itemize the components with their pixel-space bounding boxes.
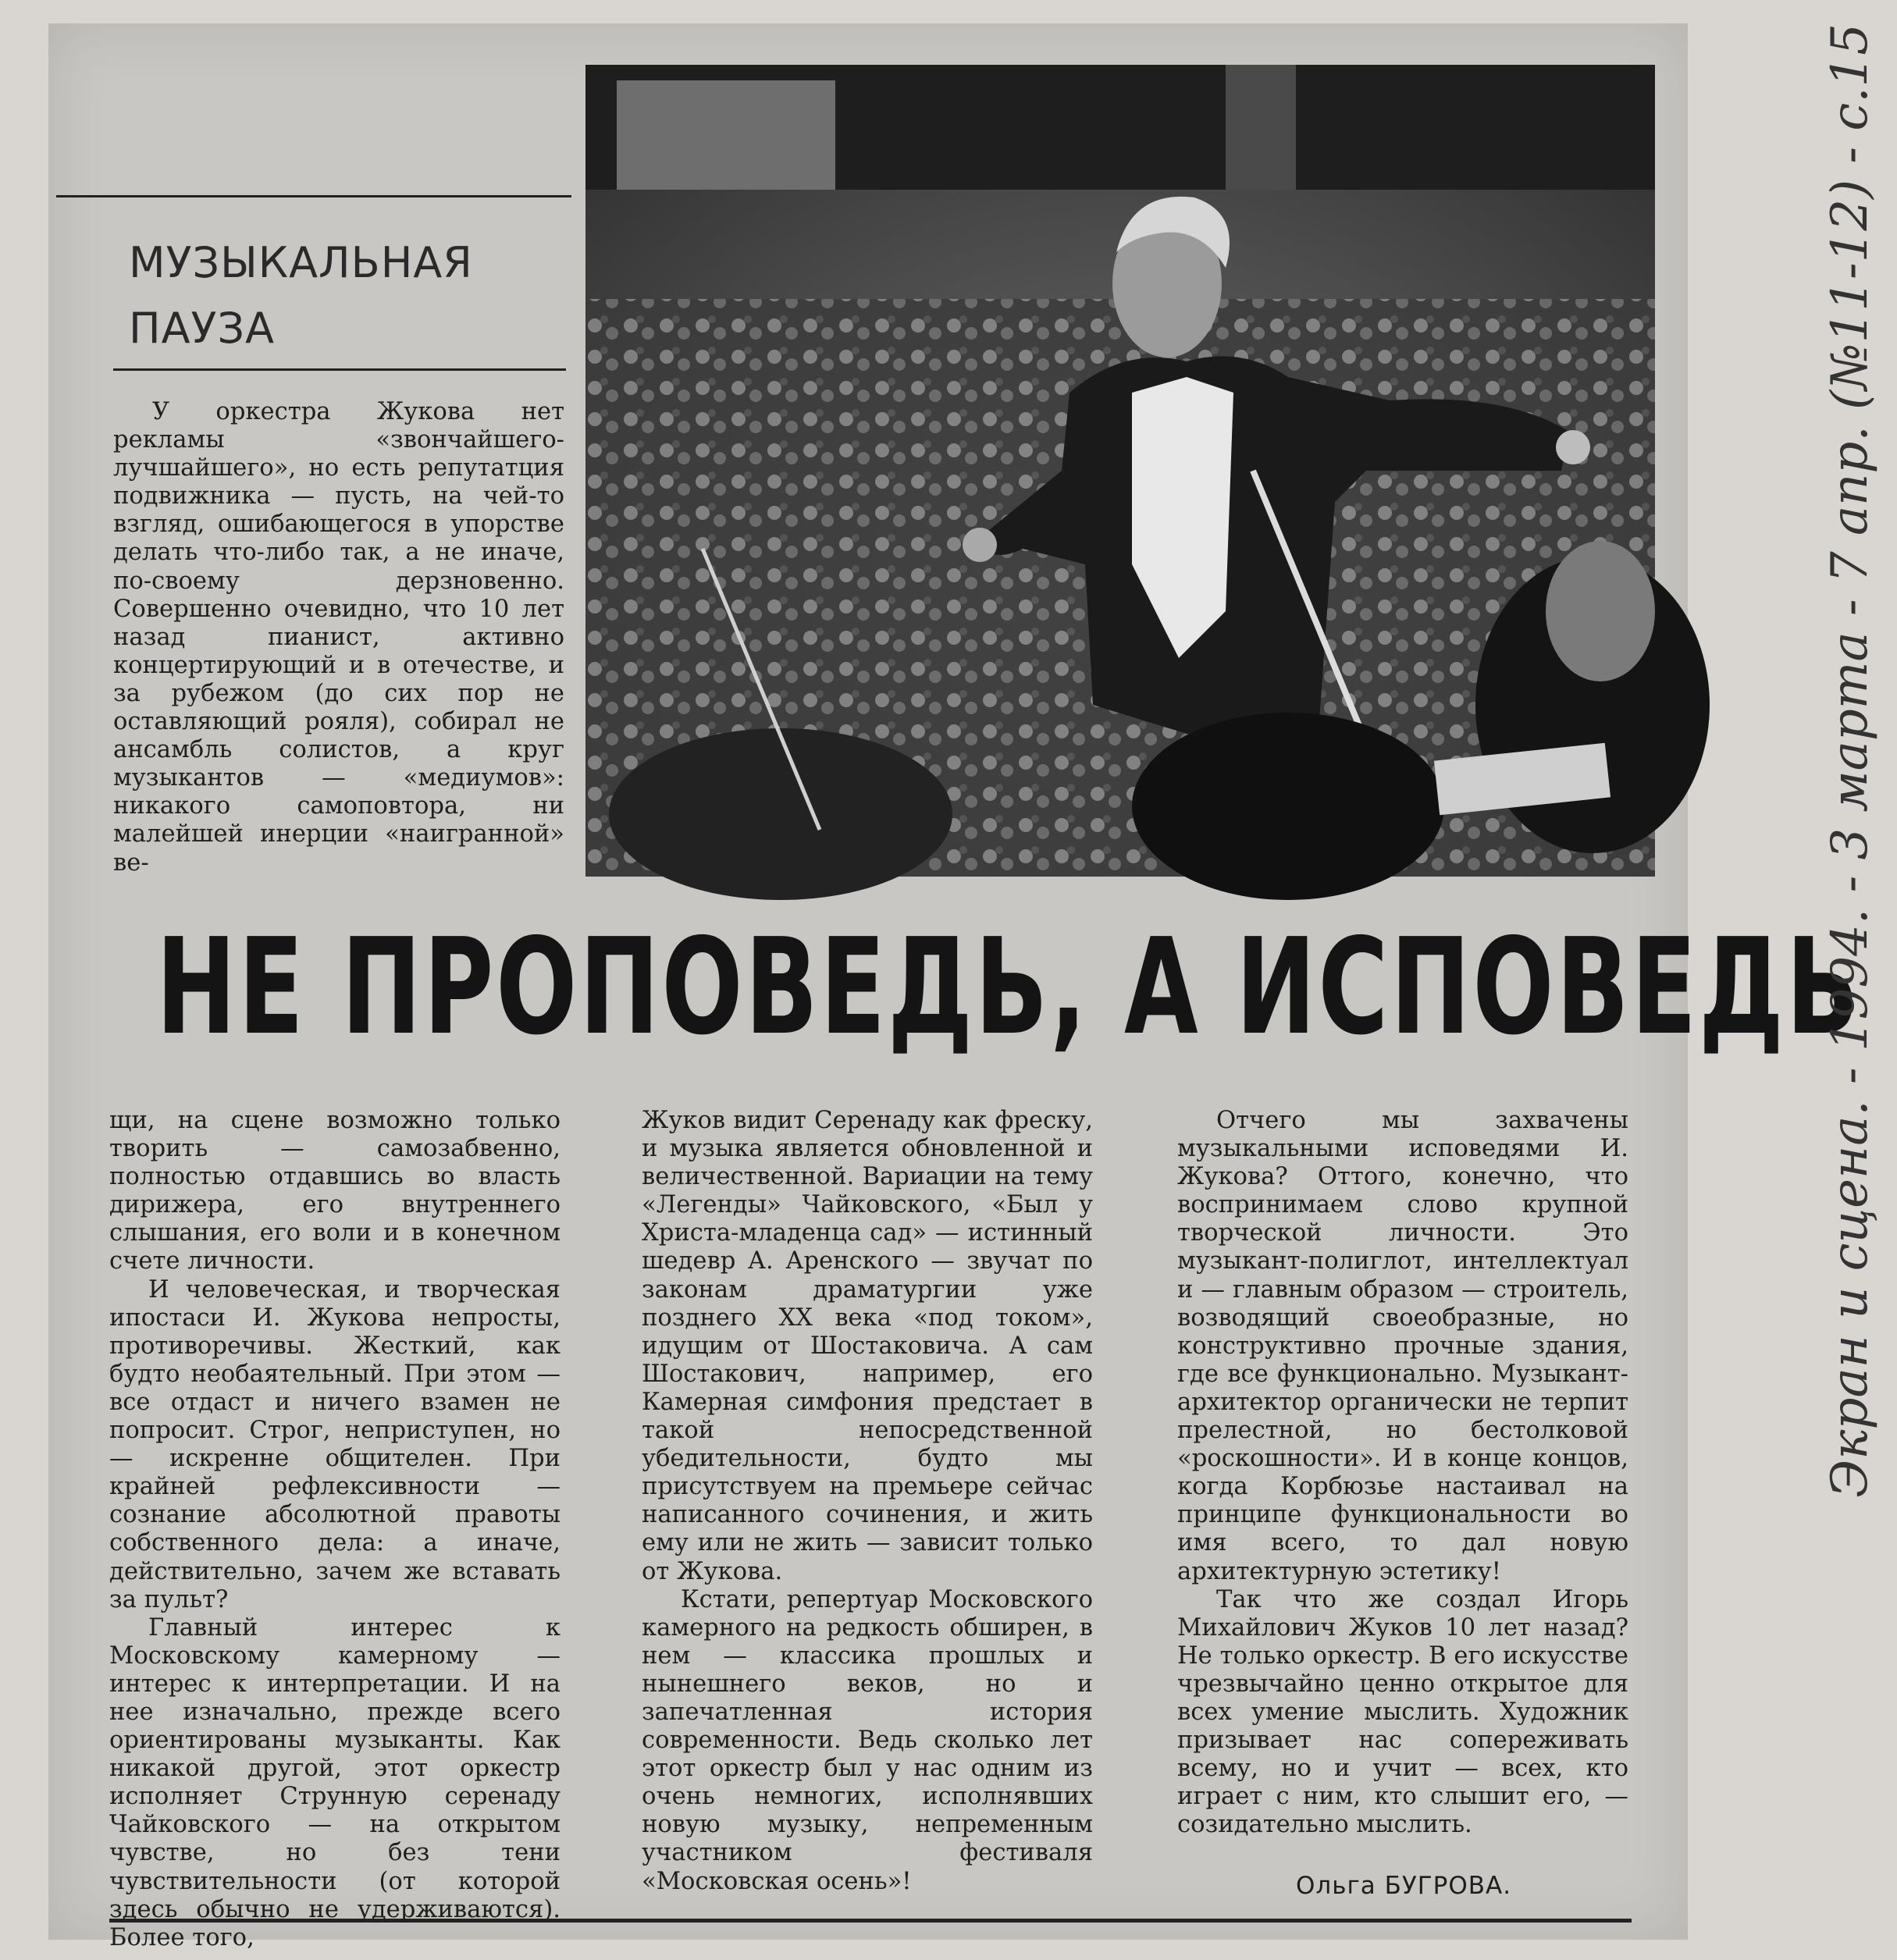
body-column-3 [1177,1107,1628,1839]
handwritten-note: Экран и сцена. - 1994. - 3 марта - 7 апр. (№11-12) - с.15 [1821,23,1879,1498]
section-title-line2: ПАУЗА [129,304,276,353]
headline: НЕ ПРОПОВЕДЬ, А ИСПОВЕДЬ [156,910,1862,1065]
col1-paragraph-1: щи, на сцене возможно только творить — самозабвенно, полностью отдавшись во власть дирижера, его внутреннего слышания, его воли и в конечном счете личности. [109,1107,561,1275]
top-rule [56,195,571,197]
conductor-photo-image [585,65,1655,877]
section-title [129,230,566,361]
title-underline [113,368,566,371]
body-column-1 [109,1107,561,1952]
col1-paragraph-2: И человеческая, и творческая ипостаси И. Жукова непросты, противоречивы. Жесткий, как будто необаятельный. При этом — все отдаст и ничего взамен не попросит. Строг, неприступен, но — искренне общителен. При крайней рефлексивности — сознание абсолютной правоты собственного дела: а иначе, действительно, зачем же вставать за пульт? [109,1275,561,1613]
intro-paragraph: У оркестра Жукова нет рекламы «звончайшего-лучшайшего», но есть репутатция подвижника — пусть, на чей-то взгляд, ошибающегося в упорстве делать что-либо так, а не иначе, по-своему дерзновенно. Совершенно очевидно, что 10 лет назад пианист, активно концертирующий и в отечестве, и за рубежом (до сих пор не оставляющий рояля), собирал не ансамбль солистов, а круг музыкантов — «медиумов»: никакого самоповтора, ни малейшей инерции «наигранной» ве- [113,398,564,877]
conductor-photo [585,65,1655,877]
intro-column [113,398,564,877]
body-column-2 [642,1107,1093,1896]
col2-paragraph-1: Жуков видит Серенаду как фреску, и музыка является обновленной и величественной. Вариации на тему «Легенды» Чайковского, «Был у Христа-младенца сад» — истинный шедевр А. Аренского — звучат по законам драматургии уже позднего XX века «под током», идущим от Шостаковича. А сам Шостакович, например, его Камерная симфония предстает в такой непосредственной убедительности, будто мы присутствуем на премьере сейчас написанного сочинения, и жить ему или не жить — зависит только от Жукова. [642,1107,1093,1585]
section-title-line1: МУЗЫКАЛЬНАЯ [129,238,473,287]
author-signature: Ольга БУГРОВА. [1296,1872,1512,1900]
col2-paragraph-2: Кстати, репертуар Московского камерного на редкость обширен, в нем — классика прошлых и нынешнего веков, но и запечатленная история современности. Ведь сколько лет этот оркестр был у нас одним из очень немногих, исполнявших новую музыку, непременным участником фестиваля «Московская осень»! [642,1585,1093,1895]
col3-paragraph-1: Отчего мы захвачены музыкальными исповедями И. Жукова? Оттого, конечно, что воспринимаем слово крупной творческой личности. Это музыкант-полиглот, интеллектуал и — главным образом — строитель, возводящий своеобразные, но конструктивно прочные здания, где все функционально. Музыкант-архитектор органически не терпит прелестной, но бестолковой «роскошности». И в конце концов, когда Корбюзье настаивал на принципе функциональности во имя всего, то дал новую архитектурную эстетику! [1177,1107,1628,1585]
col3-paragraph-2: Так что же создал Игорь Михайлович Жуков 10 лет назад? Не только оркестр. В его искусстве чрезвычайно ценно открытое для всех умение мыслить. Художник призывает нас сопереживать всему, но и учит — всех, кто играет с ним, кто слышит его, — созидательно мыслить. [1177,1585,1628,1839]
col1-paragraph-3: Главный интерес к Московскому камерному — интерес к интерпретации. И на нее изначально, прежде всего ориентированы музыканты. Как никакой другой, этот оркестр исполняет Струнную серенаду Чайковского — на открытом чувстве, но без тени чувствительности (от которой здесь обычно не удерживаются). Более того, [109,1613,561,1951]
